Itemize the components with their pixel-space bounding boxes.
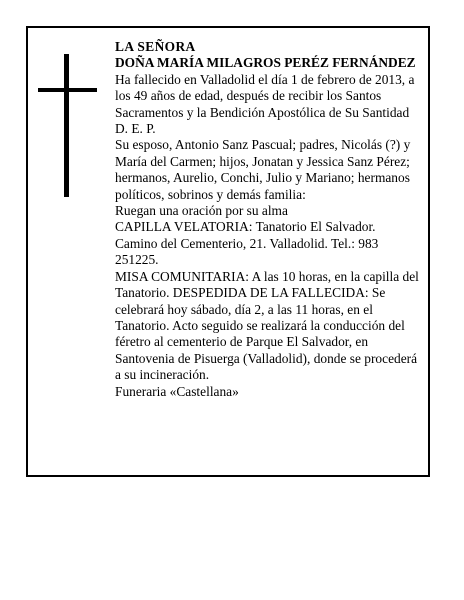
- rip-abbreviation: D. E. P.: [115, 121, 156, 137]
- death-announcement: Ha fallecido en Valladolid el día 1 de febrero de 2013, a los 49 años de edad, después de recibir los Santos Sacramentos y la Bendición Apostólica de Su Santidad: [115, 71, 415, 120]
- mass-info: MISA COMUNITARIA: A las 10 horas, en la capilla del Tanatorio. DESPEDIDA DE LA FALLECIDA: Se celebrará hoy sábado, día 2, a las 11 horas, en el Tanatorio. Acto seguido se realizará la conducción del féretro al cementerio de Parque El Salvador, en Santovenia de Pisuerga (Valladolid), donde se procederá a su incineración.: [115, 268, 419, 383]
- chapel-info: CAPILLA VELATORIA: Tanatorio El Salvador. Camino del Cementerio, 21. Valladolid. Tel.: 983 251225.: [115, 219, 379, 268]
- cross-horizontal-bar: [38, 88, 97, 92]
- prayer-request: Ruegan una oración por su alma: [115, 203, 288, 219]
- notice-heading-title: LA SEÑORA: [115, 39, 196, 54]
- cross-vertical-bar: [64, 54, 69, 197]
- funeral-home: Funeraria «Castellana»: [115, 383, 239, 399]
- notice-content: [115, 39, 420, 400]
- deceased-name: DOÑA MARÍA MILAGROS PERÉZ FERNÁNDEZ: [115, 55, 416, 71]
- cross-icon: [38, 54, 98, 197]
- family-list: Su esposo, Antonio Sanz Pascual; padres, Nicolás (?) y María del Carmen; hijos, Jonatan y Jessica Sanz Pérez; hermanos, Aurelio, Conchi, Julio y Mariano; hermanos políticos, sobrinos y demás familia:: [115, 137, 411, 202]
